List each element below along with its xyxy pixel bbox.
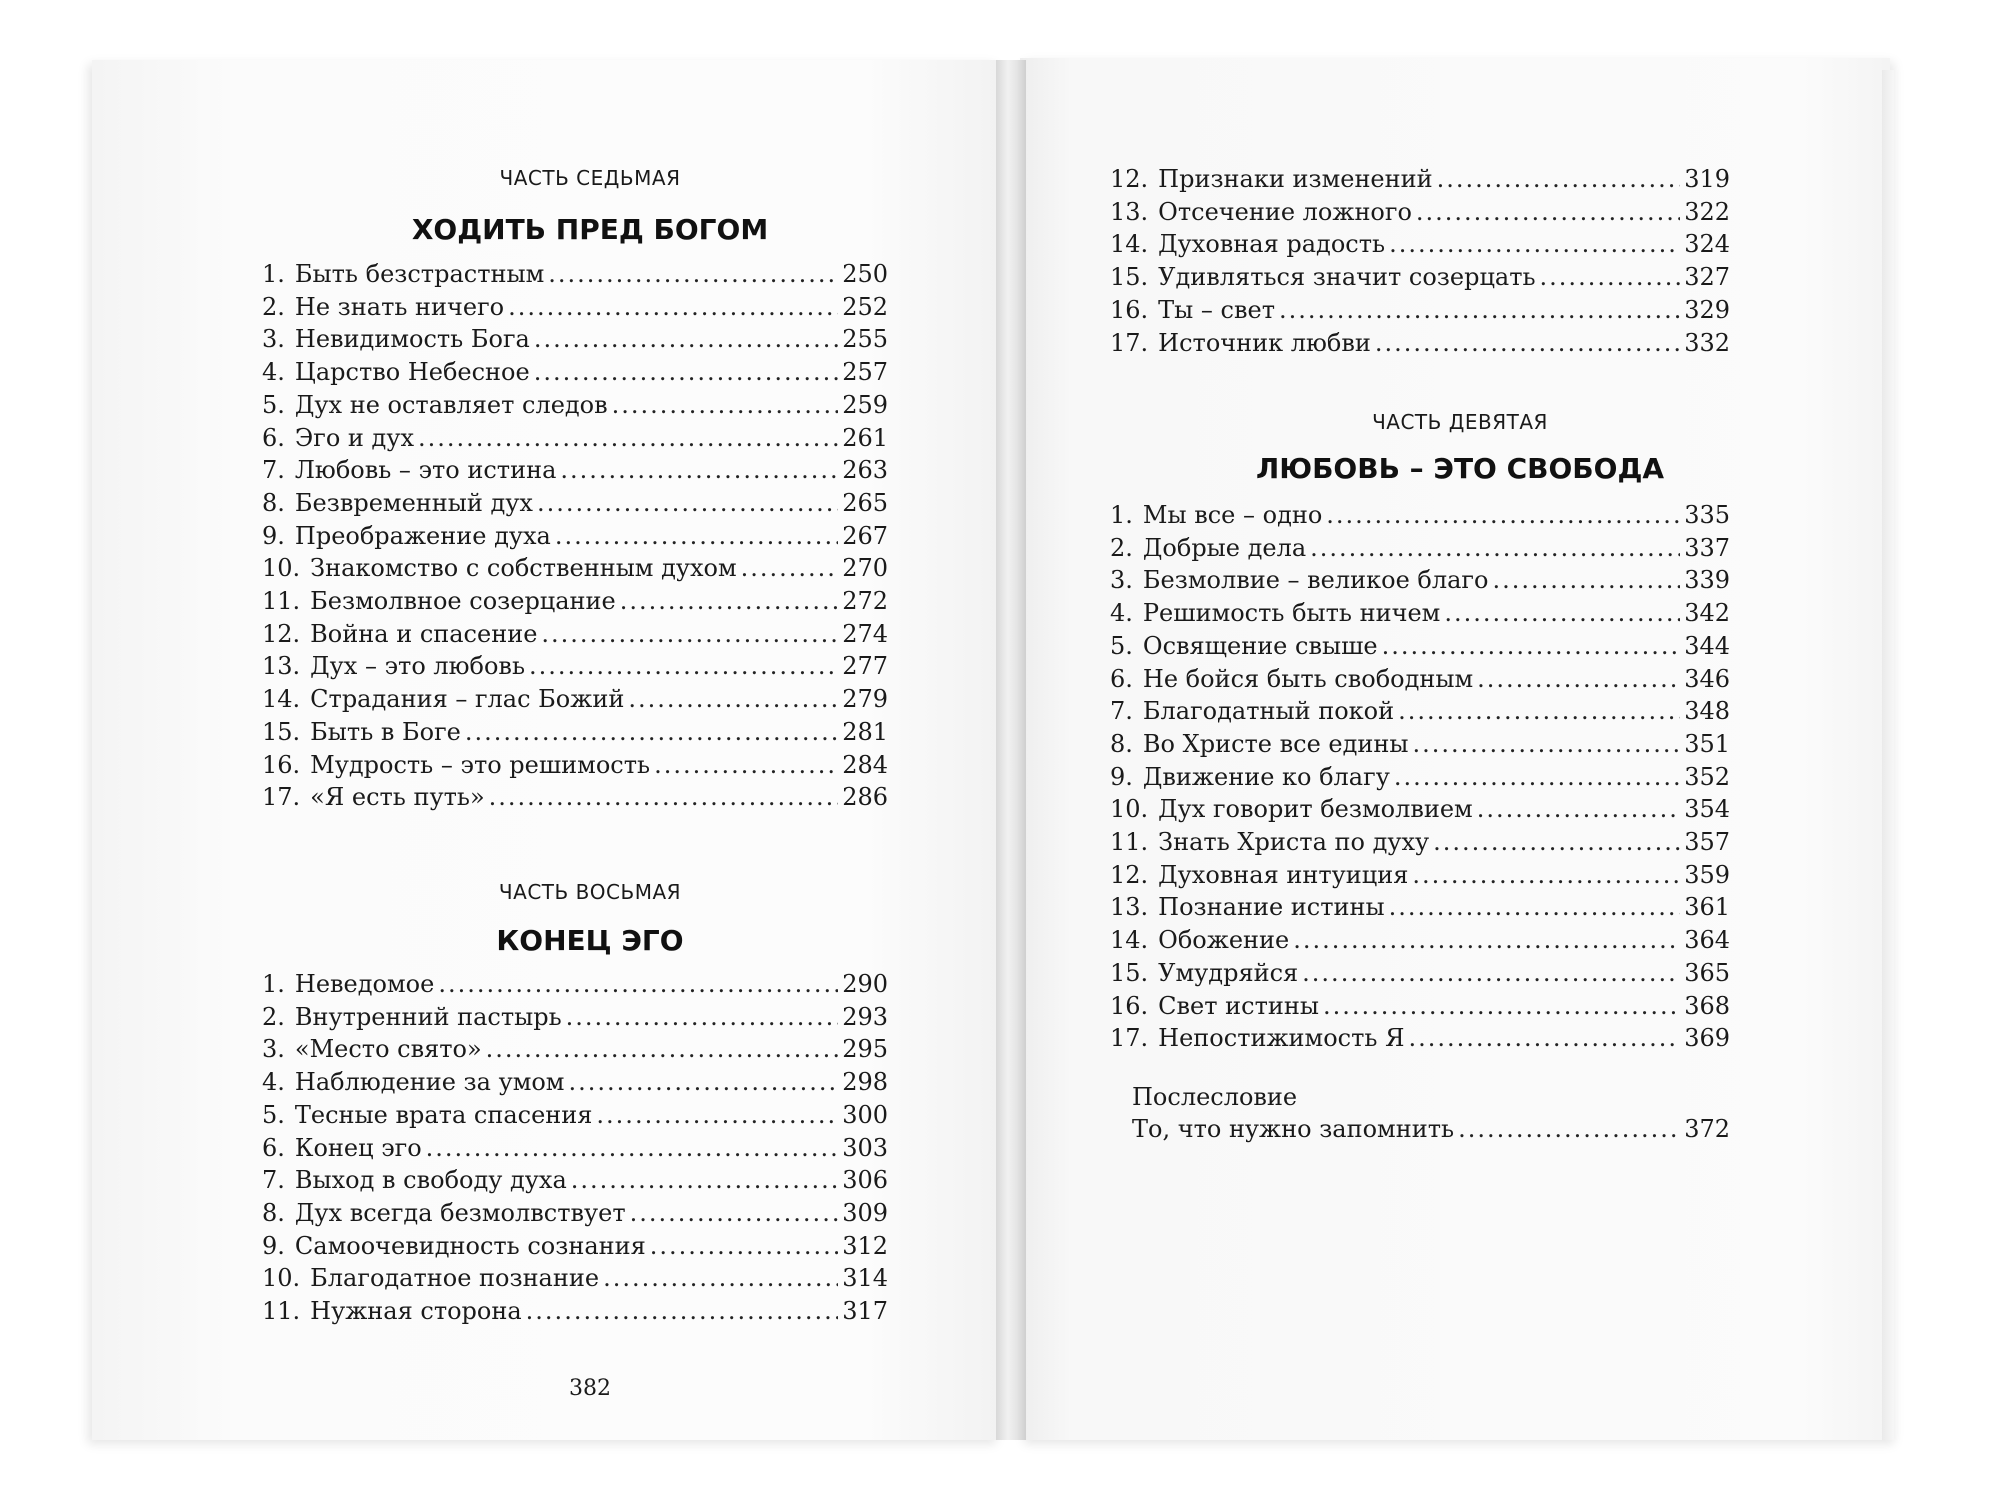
toc-entry[interactable]: [1110, 663, 1730, 696]
toc-entry-number: 2.: [262, 1002, 285, 1031]
toc-entry-page: 263: [842, 456, 888, 485]
toc-entry-number: 2.: [1110, 533, 1133, 562]
toc-entry-number: 17.: [1110, 1024, 1149, 1053]
toc-entry[interactable]: [1110, 532, 1730, 565]
toc-entry[interactable]: [262, 650, 888, 683]
toc-entry-title: Ты – свет: [1158, 295, 1275, 324]
part-eight-label: ЧАСТЬ ВОСЬМАЯ: [498, 880, 682, 904]
leader-dots: [1323, 990, 1680, 1023]
toc-entry[interactable]: [262, 1295, 888, 1328]
toc-part-nine: [1110, 499, 1730, 1055]
toc-entry-page: 339: [1684, 566, 1730, 595]
toc-entry-number: 10.: [262, 554, 301, 583]
toc-entry[interactable]: [262, 1164, 888, 1197]
toc-entry-title: Удивляться значит созерцать: [1158, 263, 1536, 292]
toc-entry-number: 9.: [1110, 762, 1133, 791]
toc-entry-title: Освящение свыше: [1142, 631, 1378, 660]
toc-entry-number: 8.: [262, 488, 285, 517]
part-seven-label: ЧАСТЬ СЕДЬМАЯ: [499, 166, 681, 190]
toc-entry-title: Знать Христа по духу: [1158, 828, 1430, 857]
toc-entry-page: 261: [842, 423, 888, 452]
toc-entry[interactable]: [262, 552, 888, 585]
leader-dots: [537, 487, 838, 520]
toc-entry-number: 14.: [1110, 926, 1149, 955]
toc-entry-number: 9.: [262, 1231, 285, 1260]
leader-dots: [620, 585, 838, 618]
toc-entry[interactable]: [262, 1066, 888, 1099]
toc-entry-number: 2.: [262, 292, 285, 321]
toc-entry-page: 314: [842, 1264, 888, 1293]
leader-dots: [568, 1066, 838, 1099]
toc-entry-title: Движение ко благу: [1142, 762, 1390, 791]
toc-entry[interactable]: [1110, 630, 1730, 663]
toc-entry-page: 369: [1684, 1024, 1730, 1053]
toc-entry[interactable]: [262, 781, 888, 814]
toc-entry[interactable]: [1110, 728, 1730, 761]
toc-entry-number: 11.: [262, 1297, 301, 1326]
toc-entry-title: Преображение духа: [294, 521, 551, 550]
toc-entry-page: 337: [1684, 533, 1730, 562]
toc-entry-page: 354: [1684, 795, 1730, 824]
toc-entry-number: 13.: [1110, 893, 1149, 922]
toc-entry[interactable]: [1110, 761, 1730, 794]
leader-dots: [1389, 891, 1681, 924]
afterword-block: [1132, 1081, 1730, 1146]
toc-entry-number: 4.: [1110, 599, 1133, 628]
toc-entry-title: Безмолвное созерцание: [310, 587, 616, 616]
toc-entry-page: 252: [842, 292, 888, 321]
toc-entry-title: Выход в свободу духа: [294, 1166, 567, 1195]
toc-entry[interactable]: [262, 258, 888, 291]
toc-entry-page: 286: [842, 783, 888, 812]
book-gutter: [996, 60, 1026, 1440]
toc-entry-title: Любовь – это истина: [294, 456, 557, 485]
toc-entry-number: 10.: [262, 1264, 301, 1293]
toc-entry-title: «Я есть путь»: [310, 783, 485, 812]
toc-entry-page: 322: [1684, 197, 1730, 226]
toc-entry-page: 368: [1684, 991, 1730, 1020]
toc-entry-number: 8.: [1110, 729, 1133, 758]
toc-entry[interactable]: [1110, 163, 1730, 196]
leader-dots: [1437, 163, 1681, 196]
toc-entry-page: 277: [842, 652, 888, 681]
toc-entry-number: 9.: [262, 521, 285, 550]
toc-entry-page: 303: [842, 1133, 888, 1162]
toc-entry[interactable]: [1110, 196, 1730, 229]
toc-entry[interactable]: [1110, 1022, 1730, 1055]
toc-entry-page: 317: [842, 1297, 888, 1326]
leader-dots: [1375, 327, 1680, 360]
toc-entry-page: 259: [842, 390, 888, 419]
toc-entry[interactable]: [1110, 990, 1730, 1023]
toc-entry-number: 11.: [1110, 828, 1149, 857]
toc-entry[interactable]: [1110, 261, 1730, 294]
leader-dots: [426, 1132, 839, 1165]
leader-dots: [1458, 1113, 1680, 1146]
toc-entry-page: 284: [842, 750, 888, 779]
toc-entry-page: 306: [842, 1166, 888, 1195]
toc-entry[interactable]: [1110, 228, 1730, 261]
leader-dots: [571, 1164, 838, 1197]
toc-entry-title: Наблюдение за умом: [294, 1068, 565, 1097]
toc-entry-number: 7.: [262, 456, 285, 485]
toc-entry-title: Дух говорит безмолвием: [1158, 795, 1473, 824]
toc-entry-title: Умудряйся: [1158, 958, 1299, 987]
toc-entry-number: 3.: [262, 1035, 285, 1064]
toc-entry[interactable]: [262, 1001, 888, 1034]
toc-entry-number: 4.: [262, 1068, 285, 1097]
toc-entry-title: Дух не оставляет следов: [294, 390, 608, 419]
leader-dots: [654, 749, 838, 782]
leader-dots: [612, 389, 839, 422]
toc-entry-number: 8.: [262, 1198, 285, 1227]
toc-entry-page: 351: [1684, 729, 1730, 758]
afterword-entry[interactable]: [1132, 1113, 1730, 1146]
part-seven-title: ХОДИТЬ ПРЕД БОГОМ: [411, 213, 769, 246]
leader-dots: [529, 650, 838, 683]
toc-entry-page: 290: [842, 970, 888, 998]
toc-entry-page: 270: [842, 554, 888, 583]
toc-entry-title: То, что нужно запомнить: [1132, 1115, 1455, 1143]
toc-entry-title: Не бойся быть свободным: [1142, 664, 1474, 693]
toc-entry-title: Самоочевидность сознания: [294, 1231, 646, 1260]
toc-entry-title: Мудрость – это решимость: [310, 750, 651, 779]
leader-dots: [1412, 859, 1680, 892]
toc-entry-page: 357: [1684, 828, 1730, 857]
toc-entry-number: 1.: [1110, 501, 1133, 529]
toc-entry-number: 10.: [1110, 795, 1149, 824]
leader-dots: [650, 1230, 838, 1263]
leader-dots: [1444, 597, 1680, 630]
toc-entry[interactable]: [262, 422, 888, 455]
leader-dots: [555, 520, 838, 553]
leader-dots: [560, 454, 838, 487]
toc-entry[interactable]: [262, 1033, 888, 1066]
toc-entry-title: «Место свято»: [294, 1035, 482, 1064]
page-number: 382: [569, 1376, 611, 1401]
toc-entry-number: 17.: [262, 783, 301, 812]
toc-entry[interactable]: [262, 291, 888, 324]
leader-dots: [1302, 957, 1680, 990]
toc-entry-title: Невидимость Бога: [294, 325, 530, 354]
toc-entry[interactable]: [262, 1197, 888, 1230]
toc-entry-page: 332: [1684, 328, 1730, 357]
toc-entry-page: 335: [1684, 501, 1730, 529]
toc-entry-title: Эго и дух: [294, 423, 414, 452]
leader-dots: [1412, 728, 1680, 761]
toc-entry-number: 4.: [262, 358, 285, 387]
toc-entry-number: 1.: [262, 970, 285, 998]
toc-entry-title: Безмолвие – великое благо: [1142, 566, 1489, 595]
toc-entry-page: 293: [842, 1002, 888, 1031]
toc-entry[interactable]: [262, 356, 888, 389]
toc-entry[interactable]: [262, 389, 888, 422]
toc-entry-number: 16.: [1110, 295, 1149, 324]
toc-entry-number: 3.: [1110, 566, 1133, 595]
leader-dots: [438, 968, 838, 1001]
toc-entry[interactable]: [262, 487, 888, 520]
toc-entry-title: Добрые дела: [1142, 533, 1307, 562]
leader-dots: [1416, 196, 1680, 229]
leader-dots: [534, 356, 838, 389]
toc-entry-title: Знакомство с собственным духом: [310, 554, 737, 583]
toc-entry[interactable]: [262, 323, 888, 356]
leader-dots: [630, 1197, 839, 1230]
toc-entry-title: Познание истины: [1158, 893, 1385, 922]
leader-dots: [526, 1295, 839, 1328]
toc-entry[interactable]: [1110, 695, 1730, 728]
toc-entry-page: 265: [842, 488, 888, 517]
toc-entry-number: 6.: [1110, 664, 1133, 693]
toc-entry-title: Мы все – одно: [1142, 501, 1323, 529]
toc-entry[interactable]: [262, 683, 888, 716]
toc-entry-title: Неведомое: [294, 970, 435, 998]
toc-entry-number: 5.: [262, 1100, 285, 1129]
toc-entry[interactable]: [262, 1262, 888, 1295]
toc-entry[interactable]: [262, 1132, 888, 1165]
toc-entry-title: Война и спасение: [310, 619, 538, 648]
toc-entry-number: 3.: [262, 325, 285, 354]
toc-entry-number: 14.: [1110, 230, 1149, 259]
toc-entry-page: 257: [842, 358, 888, 387]
toc-entry-number: 7.: [262, 1166, 285, 1195]
toc-entry-page: 281: [842, 717, 888, 746]
toc-entry-page: 279: [842, 685, 888, 714]
afterword-heading: Послесловие: [1132, 1083, 1298, 1111]
toc-entry-page: 344: [1684, 631, 1730, 660]
toc-entry-number: 13.: [262, 652, 301, 681]
toc-entry-page: 319: [1684, 165, 1730, 193]
toc-entry-page: 352: [1684, 762, 1730, 791]
toc-entry-title: Решимость быть ничем: [1142, 599, 1441, 628]
toc-entry-title: Дух всегда безмолвствует: [294, 1198, 626, 1227]
toc-entry-title: Источник любви: [1158, 328, 1371, 357]
toc-entry[interactable]: [1110, 597, 1730, 630]
toc-entry[interactable]: [262, 716, 888, 749]
leader-dots: [534, 323, 838, 356]
toc-entry-title: Непостижимость Я: [1158, 1024, 1405, 1053]
toc-entry[interactable]: [262, 585, 888, 618]
toc-entry-title: Не знать ничего: [294, 292, 505, 321]
leader-dots: [508, 291, 838, 324]
toc-entry-number: 6.: [262, 1133, 285, 1162]
toc-entry[interactable]: [262, 749, 888, 782]
toc-entry[interactable]: [1110, 924, 1730, 957]
leader-dots: [486, 1033, 839, 1066]
leader-dots: [1279, 294, 1680, 327]
part-eight-title: КОНЕЦ ЭГО: [496, 924, 684, 957]
leader-dots: [1540, 261, 1681, 294]
toc-entry-number: 5.: [1110, 631, 1133, 660]
leader-dots: [1293, 924, 1680, 957]
leader-dots: [566, 1001, 839, 1034]
toc-entry-page: 361: [1684, 893, 1730, 922]
toc-entry-page: 329: [1684, 295, 1730, 324]
leader-dots: [1492, 564, 1680, 597]
toc-entry-title: Нужная сторона: [310, 1297, 522, 1326]
toc-entry[interactable]: [1110, 327, 1730, 360]
toc-entry-page: 342: [1684, 599, 1730, 628]
toc-entry-page: 346: [1684, 664, 1730, 693]
toc-entry-page: 255: [842, 325, 888, 354]
leader-dots: [1389, 228, 1680, 261]
toc-entry-title: Духовная интуиция: [1158, 860, 1409, 889]
toc-entry[interactable]: [1110, 564, 1730, 597]
toc-entry-page: 372: [1684, 1115, 1730, 1143]
toc-entry-title: Благодатное познание: [310, 1264, 600, 1293]
leader-dots: [1477, 663, 1680, 696]
toc-entry-page: 250: [842, 260, 888, 288]
toc-entry-title: Царство Небесное: [294, 358, 530, 387]
toc-entry[interactable]: [1110, 499, 1730, 532]
leader-dots: [1394, 761, 1680, 794]
toc-entry[interactable]: [1110, 826, 1730, 859]
toc-entry-number: 12.: [262, 619, 301, 648]
toc-entry-number: 13.: [1110, 197, 1149, 226]
toc-entry-title: Быть безстрастным: [294, 260, 545, 288]
toc-entry-number: 15.: [1110, 958, 1149, 987]
toc-entry-number: 7.: [1110, 697, 1133, 726]
toc-entry-number: 15.: [1110, 263, 1149, 292]
toc-entry-page: 324: [1684, 230, 1730, 259]
toc-entry-number: 16.: [262, 750, 301, 779]
toc-entry-number: 11.: [262, 587, 301, 616]
toc-entry-number: 17.: [1110, 328, 1149, 357]
toc-entry-page: 312: [842, 1231, 888, 1260]
toc-entry-title: Страдания – глас Божий: [310, 685, 625, 714]
toc-entry-page: 272: [842, 587, 888, 616]
toc-entry-page: 364: [1684, 926, 1730, 955]
toc-entry[interactable]: [262, 618, 888, 651]
toc-entry[interactable]: [1110, 294, 1730, 327]
toc-entry-title: Тесные врата спасения: [294, 1100, 593, 1129]
toc-entry-title: Быть в Боге: [310, 717, 461, 746]
toc-entry-page: 348: [1684, 697, 1730, 726]
leader-dots: [596, 1099, 838, 1132]
toc-entry-title: Внутренний пастырь: [294, 1002, 562, 1031]
toc-entry-title: Обожение: [1158, 926, 1290, 955]
toc-entry-title: Признаки изменений: [1158, 165, 1433, 193]
page-edge: [1882, 70, 1894, 1440]
toc-entry-page: 295: [842, 1035, 888, 1064]
toc-entry-number: 1.: [262, 260, 285, 288]
toc-entry[interactable]: [1110, 957, 1730, 990]
part-nine-label: ЧАСТЬ ДЕВЯТАЯ: [1372, 410, 1548, 434]
leader-dots: [541, 618, 838, 651]
toc-entry-page: 267: [842, 521, 888, 550]
toc-part-eight-continued: [1110, 163, 1730, 359]
toc-entry-page: 359: [1684, 860, 1730, 889]
toc-entry-number: 15.: [262, 717, 301, 746]
leader-dots: [603, 1262, 838, 1295]
toc-entry-number: 14.: [262, 685, 301, 714]
toc-entry-title: Конец эго: [294, 1133, 422, 1162]
part-nine-title: ЛЮБОВЬ – ЭТО СВОБОДА: [1255, 452, 1665, 485]
toc-entry[interactable]: [262, 454, 888, 487]
leader-dots: [1477, 793, 1680, 826]
toc-entry-page: 365: [1684, 958, 1730, 987]
toc-entry-title: Духовная радость: [1158, 230, 1386, 259]
toc-entry[interactable]: [262, 1230, 888, 1263]
leader-dots: [1310, 532, 1680, 565]
leader-dots: [1382, 630, 1681, 663]
toc-entry-number: 12.: [1110, 860, 1149, 889]
leader-dots: [489, 781, 839, 814]
leader-dots: [741, 552, 839, 585]
toc-part-seven: [262, 258, 888, 814]
toc-entry-page: 274: [842, 619, 888, 648]
toc-entry-title: Безвременный дух: [294, 488, 533, 517]
leader-dots: [548, 258, 838, 291]
toc-entry[interactable]: [262, 1099, 888, 1132]
leader-dots: [1433, 826, 1680, 859]
leader-dots: [465, 716, 838, 749]
toc-entry-page: 327: [1684, 263, 1730, 292]
toc-entry-title: Свет истины: [1158, 991, 1319, 1020]
toc-entry-page: 309: [842, 1198, 888, 1227]
toc-part-eight: [262, 968, 888, 1328]
toc-entry-page: 298: [842, 1068, 888, 1097]
toc-entry-number: 6.: [262, 423, 285, 452]
toc-entry-number: 5.: [262, 390, 285, 419]
toc-entry[interactable]: [262, 520, 888, 553]
leader-dots: [1408, 1022, 1680, 1055]
leader-dots: [1326, 499, 1680, 532]
toc-entry-title: Отсечение ложного: [1158, 197, 1412, 226]
leader-dots: [1398, 695, 1680, 728]
toc-entry-page: 300: [842, 1100, 888, 1129]
leader-dots: [418, 422, 838, 455]
toc-entry-number: 12.: [1110, 165, 1149, 193]
toc-entry-number: 16.: [1110, 991, 1149, 1020]
leader-dots: [628, 683, 838, 716]
toc-entry-title: Во Христе все едины: [1142, 729, 1409, 758]
toc-entry[interactable]: [1110, 793, 1730, 826]
toc-entry[interactable]: [1110, 891, 1730, 924]
toc-entry[interactable]: [262, 968, 888, 1001]
toc-entry[interactable]: [1110, 859, 1730, 892]
toc-entry-title: Благодатный покой: [1142, 697, 1395, 726]
toc-entry-title: Дух – это любовь: [310, 652, 526, 681]
